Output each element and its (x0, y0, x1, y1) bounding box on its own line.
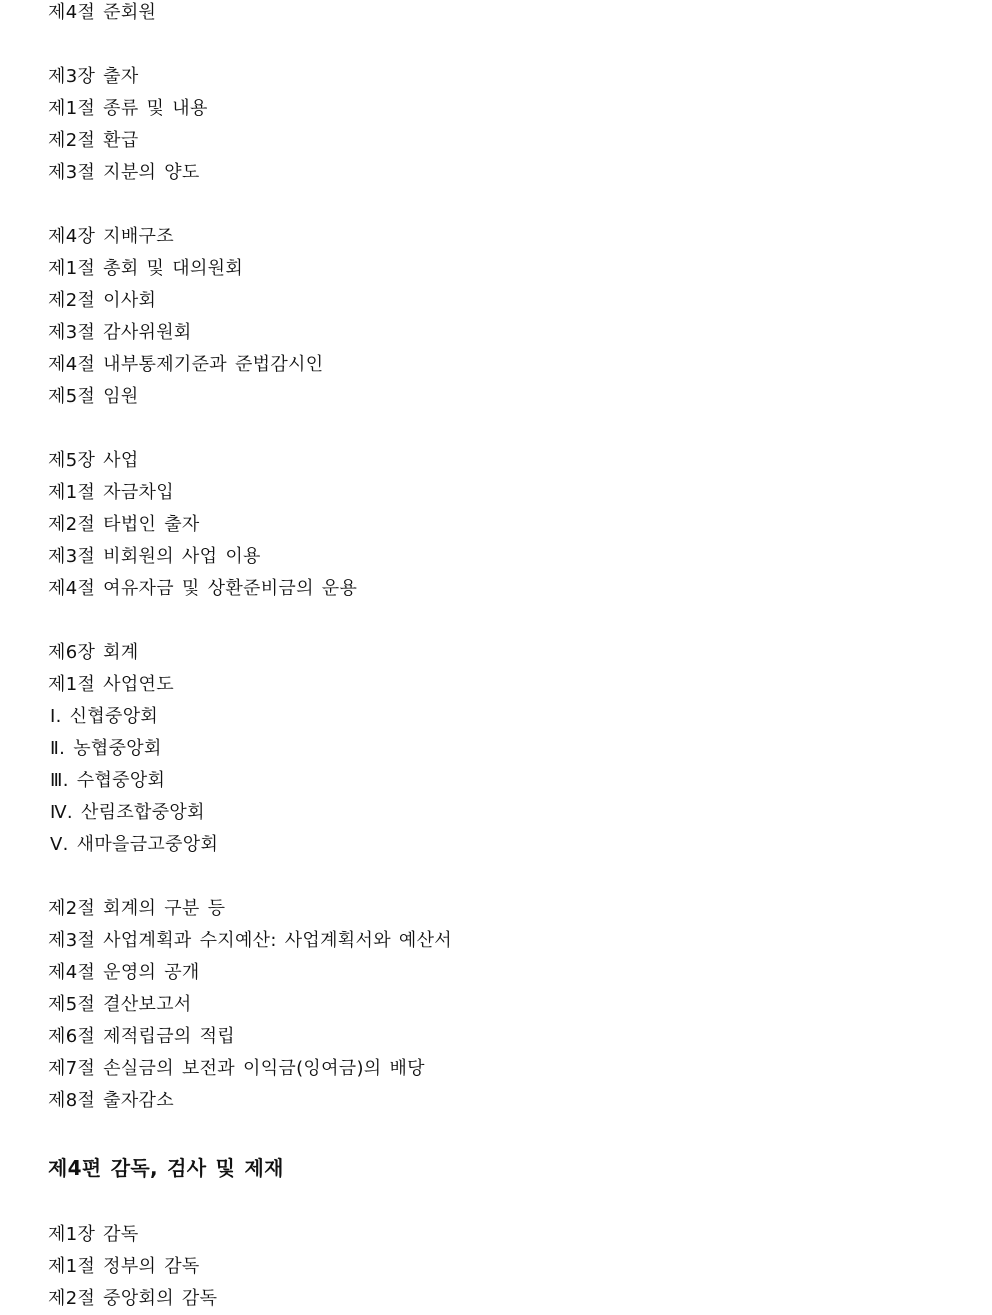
toc-subentry: Ⅰ. 신협중앙회 (50, 706, 159, 727)
toc-entry: 제5절 임원 (48, 386, 139, 407)
toc-subentry: Ⅴ. 새마을금고중앙회 (50, 834, 219, 855)
spacer (48, 861, 948, 893)
toc-entry: 제2절 이사회 (48, 290, 157, 311)
toc-entry: 제3절 비회원의 사업 이용 (48, 546, 261, 567)
chapter-heading: 제4장 지배구조 (48, 226, 174, 247)
toc-entry: 제2절 타법인 출자 (48, 514, 200, 535)
toc-entry: 제1절 사업연도 (48, 674, 174, 695)
toc-entry: 제5절 결산보고서 (48, 994, 192, 1015)
chapter-heading: 제1장 감독 (48, 1224, 139, 1245)
toc-entry: 제7절 손실금의 보전과 이익금(잉여금)의 배당 (48, 1058, 425, 1079)
toc-entry: 제6절 제적립금의 적립 (48, 1026, 235, 1047)
toc-entry: 제2절 중앙회의 감독 (48, 1288, 218, 1309)
spacer (48, 189, 948, 221)
spacer (48, 605, 948, 637)
spacer (48, 1117, 948, 1151)
toc-entry: 제8절 출자감소 (48, 1090, 174, 1111)
spacer (48, 29, 948, 61)
toc-entry: 제1절 정부의 감독 (48, 1256, 200, 1277)
toc-subentry: Ⅳ. 산림조합중앙회 (50, 802, 205, 823)
toc-entry: 제4절 운영의 공개 (48, 962, 200, 983)
toc-entry: 제1절 종류 및 내용 (48, 98, 208, 119)
chapter-heading: 제5장 사업 (48, 450, 139, 471)
chapter-heading: 제6장 회계 (48, 642, 139, 663)
part-heading: 제4편 감독, 검사 및 제재 (48, 1156, 284, 1180)
toc-entry: 제3절 사업계획과 수지예산: 사업계획서와 예산서 (48, 930, 452, 951)
chapter-heading: 제3장 출자 (48, 66, 139, 87)
toc-entry: 제4절 내부통제기준과 준법감시인 (48, 354, 324, 375)
toc-entry: 제2절 환급 (48, 130, 139, 151)
document-body (48, 0, 948, 1315)
toc-entry: 제2절 회계의 구분 등 (48, 898, 226, 919)
toc-entry: 제4절 여유자금 및 상환준비금의 운용 (48, 578, 358, 599)
toc-subentry: Ⅱ. 농협중앙회 (50, 738, 162, 759)
toc-subentry: Ⅲ. 수협중앙회 (50, 770, 166, 791)
spacer (48, 413, 948, 445)
toc-entry: 제3절 지분의 양도 (48, 162, 200, 183)
spacer (48, 1185, 948, 1219)
toc-entry: 제1절 총회 및 대의원회 (48, 258, 244, 279)
toc-entry: 제3절 감사위원회 (48, 322, 192, 343)
toc-entry: 제1절 자금차입 (48, 482, 174, 503)
toc-entry: 제4절 준회원 (48, 2, 157, 23)
